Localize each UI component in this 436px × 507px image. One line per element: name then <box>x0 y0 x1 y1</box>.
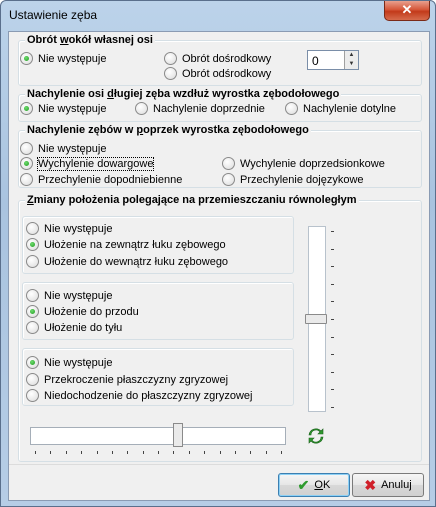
radio-selected-icon <box>20 52 33 65</box>
arch-none-radio[interactable] <box>26 222 112 235</box>
cross-icon: ✖ <box>364 476 377 493</box>
occlusal-none-radio[interactable] <box>26 356 112 369</box>
occlusal-under-label: Niedochodzenie do płaszczyzny zgryzowej <box>44 389 253 402</box>
radio-icon <box>26 289 39 302</box>
across-labial-label: Wychylenie dowargowe <box>38 157 154 170</box>
vertical-slider-tick <box>331 407 334 408</box>
forward-back-label: Ułożenie do tyłu <box>44 321 123 334</box>
across-none-label: Nie występuje <box>38 142 107 155</box>
rotation-distal-label: Obrót odśrodkowy <box>182 67 272 80</box>
vertical-slider-tick <box>331 354 334 355</box>
rotation-distal-radio[interactable] <box>164 67 271 80</box>
radio-icon <box>222 173 235 186</box>
across-lingual-radio[interactable] <box>222 173 364 186</box>
spinner-down-icon[interactable]: ▼ <box>344 60 358 69</box>
horizontal-slider-tick <box>127 451 128 454</box>
horizontal-slider-tick <box>281 451 282 454</box>
rotation-group-title: Obrót wokół własnej osi <box>27 34 153 46</box>
across-vestibular-radio[interactable] <box>222 157 385 170</box>
refresh-icon[interactable] <box>307 427 325 445</box>
vertical-slider-tick <box>331 319 334 320</box>
long-axis-none-radio[interactable] <box>20 102 106 115</box>
rotation-mesial-label: Obrót dośrodkowy <box>182 52 272 65</box>
horizontal-slider-tick <box>220 451 221 454</box>
vertical-slider-tick <box>331 372 334 373</box>
arch-inside-radio[interactable] <box>26 255 228 268</box>
horizontal-slider-tick <box>250 451 251 454</box>
horizontal-slider-tick <box>143 451 144 454</box>
radio-icon <box>164 67 177 80</box>
long-axis-none-label: Nie występuje <box>38 102 107 115</box>
long-axis-forward-label: Nachylenie doprzednie <box>153 102 265 115</box>
radio-icon <box>164 52 177 65</box>
long-axis-forward-radio[interactable] <box>135 102 265 115</box>
horizontal-slider-tick <box>97 451 98 454</box>
horizontal-slider-tick <box>189 451 190 454</box>
arch-none-label: Nie występuje <box>44 222 113 235</box>
button-bar <box>9 464 429 500</box>
ok-button-label: OK <box>314 479 331 491</box>
parallel-group-title: Zmiany położenia polegające na przemieszczaniu równoległym <box>27 194 357 206</box>
across-palatal-radio[interactable] <box>20 173 182 186</box>
radio-icon <box>222 157 235 170</box>
checkmark-icon: ✔ <box>297 476 310 493</box>
rotation-degree-spinner[interactable] <box>307 50 359 70</box>
occlusal-over-label: Przekroczenie płaszczyzny zgryzowej <box>44 373 229 386</box>
forward-none-radio[interactable] <box>26 289 112 302</box>
radio-icon <box>20 173 33 186</box>
forward-back-radio[interactable] <box>26 321 122 334</box>
horizontal-slider-tick <box>50 451 51 454</box>
long-axis-backward-label: Nachylenie dotylne <box>303 102 396 115</box>
radio-selected-icon <box>20 157 33 170</box>
occlusal-over-radio[interactable] <box>26 373 228 386</box>
occlusal-none-label: Nie występuje <box>44 356 113 369</box>
arch-inside-label: Ułożenie do wewnątrz łuku zębowego <box>44 255 229 268</box>
radio-selected-icon <box>26 356 39 369</box>
window-title: Ustawienie zęba <box>9 8 98 22</box>
cancel-button-label: Anuluj <box>381 479 412 491</box>
horizontal-slider-tick <box>204 451 205 454</box>
arch-outside-radio[interactable] <box>26 238 226 251</box>
horizontal-slider-tick <box>35 451 36 454</box>
horizontal-slider-tick <box>173 451 174 454</box>
forward-none-label: Nie występuje <box>44 289 113 302</box>
rotation-mesial-radio[interactable] <box>164 52 271 65</box>
radio-icon <box>26 389 39 402</box>
horizontal-slider-tick <box>266 451 267 454</box>
cancel-button[interactable] <box>352 473 424 497</box>
vertical-slider-tick <box>331 301 334 302</box>
rotation-none-label: Nie występuje <box>38 52 107 65</box>
dialog-client-area <box>8 31 430 501</box>
radio-icon <box>285 102 298 115</box>
vertical-slider-tick <box>331 231 334 232</box>
vertical-slider-thumb[interactable] <box>305 314 327 324</box>
long-axis-backward-radio[interactable] <box>285 102 396 115</box>
vertical-slider-tick <box>331 337 334 338</box>
radio-icon <box>26 373 39 386</box>
radio-icon <box>135 102 148 115</box>
across-group-title: Nachylenie zębów w poprzek wyrostka zębodołowego <box>27 124 309 136</box>
long-axis-group-title: Nachylenie osi długiej zęba wzdłuż wyrostka zębodołowego <box>27 88 340 100</box>
across-palatal-label: Przechylenie dopodniebienne <box>38 173 183 186</box>
occlusal-under-radio[interactable] <box>26 389 253 402</box>
across-lingual-label: Przechylenie dojęzykowe <box>240 173 364 186</box>
horizontal-slider-tick <box>81 451 82 454</box>
horizontal-slider-tick <box>235 451 236 454</box>
horizontal-slider-thumb[interactable] <box>173 423 183 447</box>
forward-front-label: Ułożenie do przodu <box>44 305 139 318</box>
horizontal-slider-tick <box>66 451 67 454</box>
vertical-slider-tick <box>331 284 334 285</box>
radio-icon <box>26 321 39 334</box>
horizontal-slider-tick <box>112 451 113 454</box>
radio-icon <box>20 142 33 155</box>
horizontal-slider-tick <box>158 451 159 454</box>
rotation-none-radio[interactable] <box>20 52 106 65</box>
vertical-slider-tick <box>331 266 334 267</box>
radio-icon <box>26 255 39 268</box>
across-labial-radio[interactable] <box>20 157 153 170</box>
radio-selected-icon <box>26 238 39 251</box>
radio-selected-icon <box>26 305 39 318</box>
vertical-slider-tick <box>331 249 334 250</box>
spinner-value[interactable]: 0 <box>312 54 319 68</box>
horizontal-slider-track[interactable] <box>30 427 286 445</box>
radio-icon <box>26 222 39 235</box>
radio-selected-icon <box>20 102 33 115</box>
arch-outside-label: Ułożenie na zewnątrz łuku zębowego <box>44 238 226 251</box>
forward-front-radio[interactable] <box>26 305 139 318</box>
across-vestibular-label: Wychylenie doprzedsionkowe <box>240 157 385 170</box>
across-none-radio[interactable] <box>20 142 106 155</box>
vertical-slider-tick <box>331 389 334 390</box>
ok-button[interactable] <box>278 473 350 497</box>
spinner-up-icon[interactable]: ▲ <box>344 51 358 60</box>
close-button[interactable]: ✕ <box>384 1 430 21</box>
